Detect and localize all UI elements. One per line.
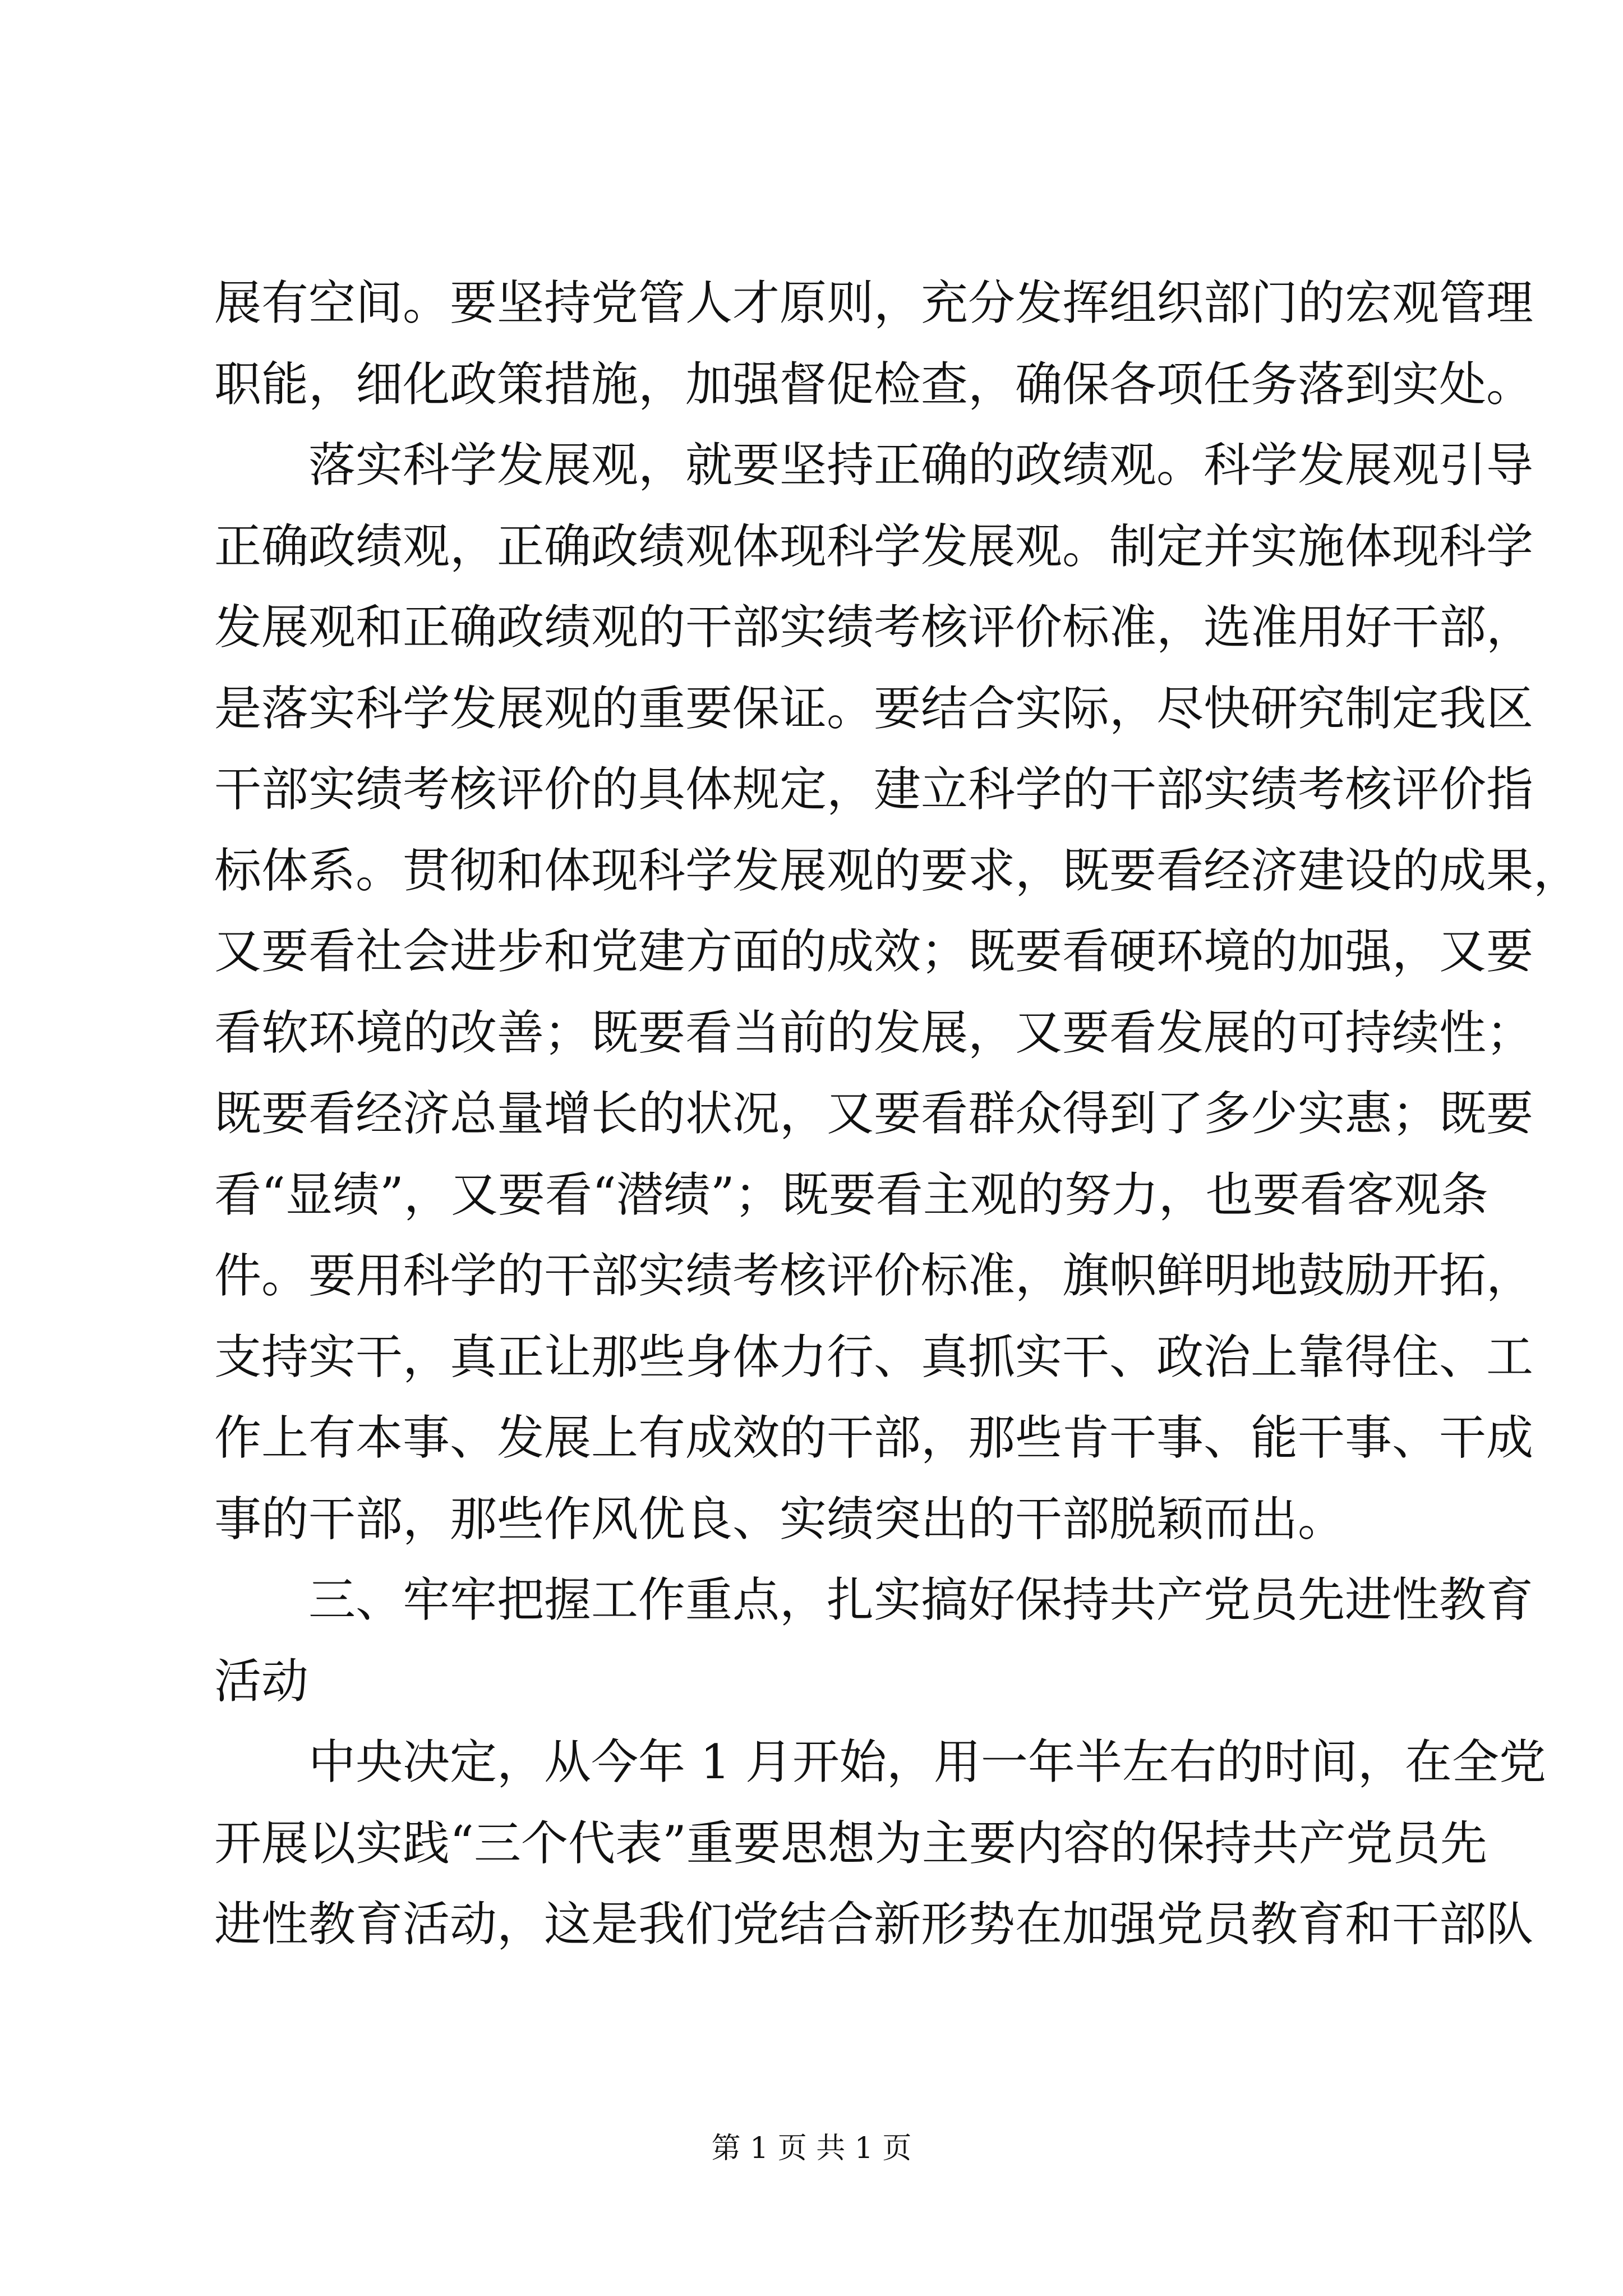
section-heading-line: 三、牢牢把握工作重点，扎实搞好保持共产党员先进性教育 [308,1572,1534,1627]
text-line: 发展观和正确政绩观的干部实绩考核评价标准，选准用好干部， [214,600,1534,655]
text-line: 作上有本事、发展上有成效的干部，那些肯干事、能干事、干成 [214,1410,1534,1465]
text-line: 中央决定，从今年 1 月开始，用一年半左右的时间，在全党 [308,1734,1546,1789]
page-footer: 第 1 页 共 1 页 [711,2132,912,2165]
text-line: 标体系。贯彻和体现科学发展观的要求，既要看经济建设的成果， [214,843,1581,898]
text-line: 事的干部，那些作风优良、实绩突出的干部脱颖而出。 [214,1491,1345,1547]
text-line: 件。要用科学的干部实绩考核评价标准，旗帜鲜明地鼓励开拓， [214,1248,1534,1303]
document-body [214,263,1581,1965]
text-line: 开展以实践“三个代表”重要思想为主要内容的保持共产党员先 [214,1815,1487,1871]
text-line: 干部实绩考核评价的具体规定，建立科学的干部实绩考核评价指 [214,762,1534,817]
text-line: 正确政绩观，正确政绩观体现科学发展观。制定并实施体现科学 [214,518,1534,574]
text-line: 看软环境的改善；既要看当前的发展，又要看发展的可持续性； [214,1005,1534,1060]
text-line: 看“显绩”，又要看“潜绩”；既要看主观的努力，也要看客观条 [214,1167,1488,1222]
text-line: 落实科学发展观，就要坚持正确的政绩观。科学发展观引导 [308,438,1534,493]
text-line: 是落实科学发展观的重要保证。要结合实际，尽快研究制定我区 [214,680,1534,736]
text-line: 展有空间。要坚持党管人才原则，充分发挥组织部门的宏观管理 [214,275,1534,330]
text-line: 又要看社会进步和党建方面的成效；既要看硬环境的加强，又要 [214,924,1534,979]
text-line: 职能，细化政策措施，加强督促检查，确保各项任务落到实处。 [214,356,1534,412]
text-line: 既要看经济总量增长的状况，又要看群众得到了多少实惠；既要 [214,1086,1534,1141]
text-line: 进性教育活动，这是我们党结合新形势在加强党员教育和干部队 [214,1897,1534,1952]
text-line: 支持实干，真正让那些身体力行、真抓实干、政治上靠得住、工 [214,1329,1534,1384]
section-heading-line: 活动 [214,1653,309,1709]
